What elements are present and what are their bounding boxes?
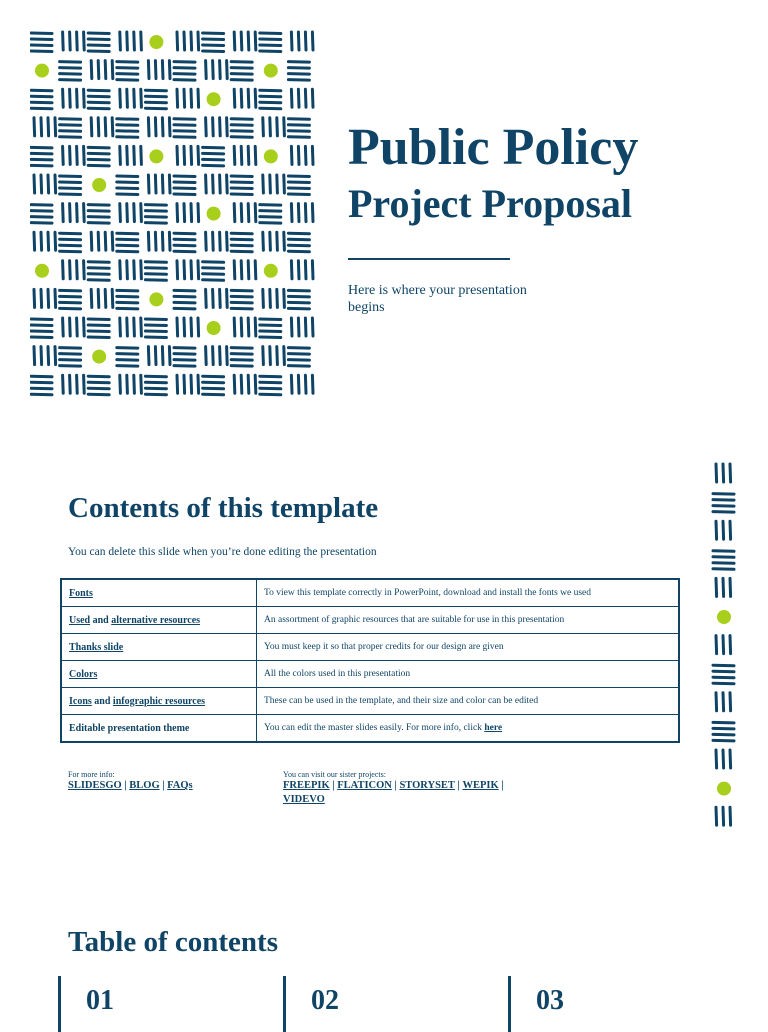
pattern-horizontal-strokes [145,90,166,109]
pattern-horizontal-strokes [174,233,195,252]
pattern-vertical-strokes [91,118,113,136]
pattern-dot [149,35,163,49]
pattern-horizontal-strokes [260,33,281,52]
label-conjunction: and [90,615,111,626]
pattern-horizontal-strokes [174,119,195,138]
row-label [61,607,257,634]
pattern-horizontal-strokes [231,62,252,81]
pattern-horizontal-strokes [231,176,252,195]
pattern-dot [264,264,278,278]
toc-number-03: 03 [536,984,564,1018]
pattern-dot [207,321,221,335]
pattern-vertical-strokes [716,807,731,825]
flaticon-link[interactable]: FLATICON [337,780,392,791]
title-divider [348,258,510,260]
pattern-vertical-strokes [206,232,228,250]
pattern-vertical-strokes [206,118,228,136]
wepik-link[interactable]: WEPIK [462,780,498,791]
pattern-dot [264,64,278,78]
pattern-horizontal-strokes [288,176,309,195]
pattern-vertical-strokes [206,175,228,193]
pattern-vertical-strokes [177,146,199,164]
thanks-slide-link[interactable]: Thanks slide [69,642,123,653]
pattern-vertical-strokes [291,375,313,393]
infographic-resources-link[interactable]: infographic resources [113,696,205,707]
row-label: Editable presentation theme [61,715,257,743]
pattern-horizontal-strokes [31,205,52,224]
pattern-vertical-strokes [120,375,142,393]
used-resources-link[interactable]: Used [69,615,90,626]
pattern-vertical-strokes [91,61,113,79]
pattern-horizontal-strokes [231,348,252,367]
more-info-block [68,770,193,793]
link-separator: | [122,780,130,791]
pattern-vertical-strokes [63,146,85,164]
pattern-horizontal-strokes [713,665,734,684]
pattern-horizontal-strokes [60,119,81,138]
pattern-horizontal-strokes [288,290,309,309]
pattern-horizontal-strokes [203,376,224,395]
pattern-dot [35,64,49,78]
pattern-vertical-strokes [716,521,731,539]
table-row [61,579,679,607]
pattern-horizontal-strokes [117,176,138,195]
side-pattern-strip [700,462,748,834]
pattern-vertical-strokes [263,347,285,365]
blog-link[interactable]: BLOG [129,780,159,791]
row-description: All the colors used in this presentation [257,661,680,688]
pattern-vertical-strokes [148,175,170,193]
pattern-horizontal-strokes [260,319,281,338]
pattern-vertical-strokes [34,289,56,307]
pattern-vertical-strokes [177,32,199,50]
link-separator: | [160,780,168,791]
pattern-vertical-strokes [291,89,313,107]
pattern-vertical-strokes [120,204,142,222]
pattern-horizontal-strokes [88,262,109,281]
table-row [61,661,679,688]
pattern-horizontal-strokes [31,147,52,166]
pattern-vertical-strokes [206,289,228,307]
pattern-vertical-strokes [148,232,170,250]
pattern-vertical-strokes [34,347,56,365]
pattern-vertical-strokes [177,318,199,336]
pattern-vertical-strokes [291,32,313,50]
pattern-horizontal-strokes [60,348,81,367]
icons-link[interactable]: Icons [69,696,92,707]
more-info-links [68,779,193,793]
pattern-horizontal-strokes [31,90,52,109]
pattern-horizontal-strokes [713,551,734,570]
pattern-vertical-strokes [63,318,85,336]
pattern-horizontal-strokes [117,290,138,309]
pattern-vertical-strokes [206,61,228,79]
pattern-vertical-strokes [716,464,731,482]
pattern-dot [35,264,49,278]
pattern-horizontal-strokes [88,319,109,338]
pattern-horizontal-strokes [88,147,109,166]
pattern-horizontal-strokes [88,376,109,395]
label-conjunction: and [92,696,113,707]
pattern-vertical-strokes [120,89,142,107]
pattern-vertical-strokes [263,175,285,193]
pattern-horizontal-strokes [88,90,109,109]
pattern-horizontal-strokes [203,262,224,281]
pattern-horizontal-strokes [117,62,138,81]
videvo-link[interactable]: VIDEVO [283,794,325,805]
pattern-vertical-strokes [234,89,256,107]
row-label [61,579,257,607]
pattern-horizontal-strokes [174,290,195,309]
pattern-dot [717,782,731,796]
pattern-vertical-strokes [63,89,85,107]
pattern-vertical-strokes [716,578,731,596]
link-separator: | [392,780,400,791]
pattern-vertical-strokes [177,204,199,222]
link-separator: | [499,780,507,791]
pattern-vertical-strokes [177,89,199,107]
pattern-horizontal-strokes [203,147,224,166]
pattern-horizontal-strokes [203,33,224,52]
alternative-resources-link[interactable]: alternative resources [111,615,200,626]
storyset-link[interactable]: STORYSET [399,780,454,791]
contents-description: You can delete this slide when you’re done editing the presentation [68,546,377,558]
sister-projects-links [283,779,523,807]
pattern-vertical-strokes [206,347,228,365]
pattern-vertical-strokes [34,232,56,250]
pattern-horizontal-strokes [174,348,195,367]
pattern-dot [264,149,278,163]
pattern-horizontal-strokes [60,290,81,309]
pattern-vertical-strokes [263,289,285,307]
pattern-horizontal-strokes [145,376,166,395]
link-separator: | [330,780,338,791]
pattern-horizontal-strokes [231,290,252,309]
pattern-vertical-strokes [263,118,285,136]
pattern-horizontal-strokes [231,233,252,252]
pattern-vertical-strokes [716,750,731,768]
pattern-horizontal-strokes [60,176,81,195]
pattern-vertical-strokes [63,375,85,393]
row-description: To view this template correctly in PowerPoint, download and install the fonts we used [257,579,680,607]
pattern-vertical-strokes [716,636,731,654]
link-separator: | [455,780,463,791]
freepik-link[interactable]: FREEPIK [283,780,330,791]
pattern-horizontal-strokes [145,319,166,338]
pattern-vertical-strokes [234,318,256,336]
pattern-horizontal-strokes [288,62,309,81]
pattern-vertical-strokes [91,289,113,307]
row-description: You must keep it so that proper credits for our design are given [257,634,680,661]
pattern-horizontal-strokes [174,176,195,195]
pattern-horizontal-strokes [260,205,281,224]
pattern-vertical-strokes [148,347,170,365]
pattern-horizontal-strokes [288,348,309,367]
contents-title: Contents of this template [68,488,378,528]
pattern-vertical-strokes [716,693,731,711]
colors-link[interactable]: Colors [69,669,97,680]
pattern-horizontal-strokes [713,722,734,741]
pattern-horizontal-strokes [88,33,109,52]
pattern-horizontal-strokes [117,233,138,252]
pattern-dot [92,178,106,192]
sister-projects-label: You can visit our sister projects: [283,770,523,779]
slidesgo-link[interactable]: SLIDESGO [68,780,122,791]
pattern-vertical-strokes [177,261,199,279]
table-row [61,715,679,743]
pattern-dot [207,92,221,106]
pattern-horizontal-strokes [231,119,252,138]
here-link[interactable]: here [484,723,502,733]
pattern-vertical-strokes [234,32,256,50]
row-label [61,634,257,661]
pattern-vertical-strokes [120,318,142,336]
toc-number-02: 02 [311,984,339,1018]
presentation-title: Public Policy [348,116,638,180]
pattern-horizontal-strokes [117,348,138,367]
pattern-horizontal-strokes [117,119,138,138]
pattern-vertical-strokes [291,318,313,336]
theme-description: You can edit the master slides easily. For more info, click [264,723,484,733]
pattern-vertical-strokes [120,32,142,50]
resources-table [60,578,680,743]
pattern-vertical-strokes [63,204,85,222]
pattern-vertical-strokes [291,146,313,164]
pattern-vertical-strokes [234,375,256,393]
pattern-vertical-strokes [234,146,256,164]
pattern-vertical-strokes [234,204,256,222]
pattern-horizontal-strokes [260,376,281,395]
row-label [61,661,257,688]
faqs-link[interactable]: FAQs [167,780,192,791]
pattern-vertical-strokes [263,232,285,250]
row-description: An assortment of graphic resources that are suitable for use in this presentation [257,607,680,634]
pattern-horizontal-strokes [88,205,109,224]
pattern-horizontal-strokes [31,33,52,52]
pattern-vertical-strokes [291,204,313,222]
presentation-subtitle-heading: Project Proposal [348,180,632,228]
fonts-link[interactable]: Fonts [69,588,93,599]
pattern-horizontal-strokes [713,494,734,512]
table-row [61,607,679,634]
pattern-vertical-strokes [63,261,85,279]
pattern-vertical-strokes [177,375,199,393]
pattern-horizontal-strokes [60,233,81,252]
pattern-vertical-strokes [91,232,113,250]
pattern-horizontal-strokes [31,319,52,338]
pattern-horizontal-strokes [31,376,52,395]
presentation-subtitle: Here is where your presentation begins [348,282,558,316]
pattern-dot [149,292,163,306]
pattern-horizontal-strokes [174,62,195,81]
toc-title: Table of contents [68,922,278,962]
table-row [61,634,679,661]
pattern-vertical-strokes [34,118,56,136]
row-label [61,688,257,715]
pattern-vertical-strokes [291,261,313,279]
woven-pattern-graphic [30,30,316,402]
row-description [257,715,680,743]
more-info-label: For more info: [68,770,193,779]
pattern-vertical-strokes [148,118,170,136]
pattern-horizontal-strokes [145,262,166,281]
pattern-vertical-strokes [234,261,256,279]
sister-projects-block [283,770,523,807]
pattern-horizontal-strokes [260,90,281,109]
pattern-dot [92,350,106,364]
pattern-dot [717,610,731,624]
pattern-vertical-strokes [34,175,56,193]
pattern-vertical-strokes [148,61,170,79]
pattern-horizontal-strokes [145,205,166,224]
toc-number-01: 01 [86,984,114,1018]
pattern-vertical-strokes [120,146,142,164]
pattern-dot [207,207,221,221]
table-row [61,688,679,715]
row-description: These can be used in the template, and their size and color can be edited [257,688,680,715]
pattern-dot [149,149,163,163]
pattern-horizontal-strokes [288,119,309,138]
pattern-horizontal-strokes [288,233,309,252]
pattern-horizontal-strokes [60,62,81,81]
pattern-vertical-strokes [120,261,142,279]
pattern-vertical-strokes [63,32,85,50]
